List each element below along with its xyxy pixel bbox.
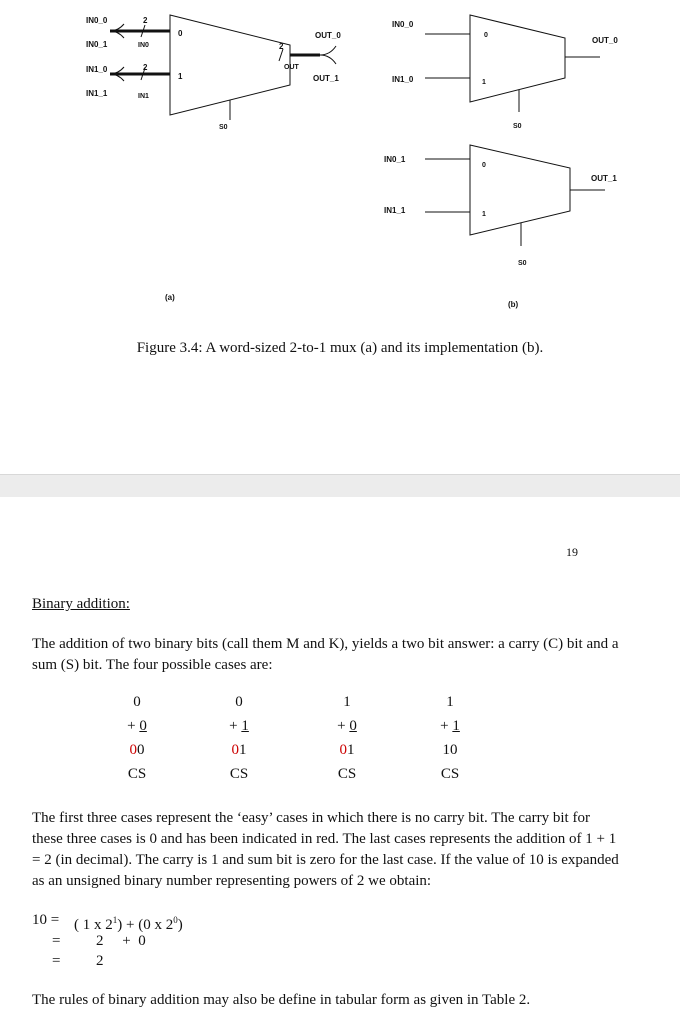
sum-bit: 0 (137, 742, 145, 758)
section-heading: Binary addition: (32, 596, 130, 612)
sum-bit: 0 (450, 742, 458, 758)
explain-line-2: these three cases is 0 and has been indicated in red. The last cases represents the addition of 1 + 1 (32, 831, 617, 847)
mux-b-top-select-label: S0 (513, 123, 522, 130)
mux-b-bottom-in1-label: IN1_1 (384, 206, 406, 215)
addition-case-2 (209, 690, 269, 786)
case-result (420, 738, 480, 762)
mux-a-width-in0: 2 (143, 16, 148, 25)
explain-line-3: = 2 (in decimal). The carry is 1 and sum bit is zero for the last case. If the value of 10 is expanded (32, 852, 619, 868)
page-separator (0, 474, 680, 498)
mux-a-bus-in1-label: IN1 (138, 93, 149, 100)
mux-figure (0, 0, 680, 320)
case-label: CS (337, 766, 357, 782)
explain-line-4: as an unsigned binary number representing powers of 2 we obtain: (32, 873, 432, 889)
intro-line-2: sum (S) bit. The four possible cases are: (32, 657, 273, 673)
mux-a-out1-label: OUT_1 (313, 74, 339, 83)
addition-case-3 (317, 690, 377, 786)
mux-b-bottom (425, 145, 605, 246)
carry-bit: 1 (442, 742, 450, 758)
equation-equals-3: = (52, 953, 61, 969)
carry-bit: 0 (129, 742, 137, 758)
figure-caption: Figure 3.4: A word-sized 2-to-1 mux (a) and its implementation (b). (136, 340, 544, 356)
case-label: CS (229, 766, 249, 782)
equation-equals-2: = (52, 933, 61, 949)
mux-b-top-in1-label: IN1_0 (392, 75, 414, 84)
mux-b-bottom-out-label: OUT_1 (591, 174, 617, 183)
mux-b-bottom-in0-label: IN0_1 (384, 155, 406, 164)
intro-line-1: The addition of two binary bits (call them M and K), yields a two bit answer: a carry (C) bit and a (32, 636, 619, 652)
equation-row-1: ( 1 x $2^1) + (0$ x $2^0$) (74, 915, 183, 933)
mux-a-out0-label: OUT_0 (315, 31, 341, 40)
mux-b-bottom-port0: 0 (482, 162, 486, 169)
mux-b-top-port1: 1 (482, 79, 486, 86)
carry-bit: 0 (231, 742, 239, 758)
mux-a-width-in1: 2 (143, 63, 148, 72)
case-result (107, 738, 167, 762)
mux-a-in1-1-label: IN1_1 (86, 89, 108, 98)
sum-bit: 1 (347, 742, 355, 758)
addition-case-1 (107, 690, 167, 786)
mux-a-in0-0-label: IN0_0 (86, 16, 108, 25)
sum-bit: 1 (239, 742, 247, 758)
mux-a-width-out: 2 (279, 42, 284, 51)
case-addend: + 0 (337, 718, 357, 734)
addition-case-4 (420, 690, 480, 786)
closing-paragraph: The rules of binary addition may also be define in tabular form as given in Table 2. (32, 992, 531, 1008)
explain-line-1: The first three cases represent the ‘easy’ cases in which there is no carry bit. The carry bit for (32, 810, 590, 826)
mux-b-caption-label: (b) (508, 300, 519, 309)
mux-a-port1: 1 (178, 72, 183, 81)
document-page-top (0, 0, 680, 474)
case-top: 0 (235, 694, 243, 710)
case-top: 1 (446, 694, 454, 710)
mux-b-top-out-label: OUT_0 (592, 36, 618, 45)
case-label: CS (127, 766, 147, 782)
page-number: 19 (566, 545, 578, 559)
carry-bit: 0 (339, 742, 347, 758)
mux-a-bus-in0-label: IN0 (138, 42, 149, 49)
mux-b-top-in0-label: IN0_0 (392, 20, 414, 29)
mux-a-select-label: S0 (219, 124, 228, 131)
equation-row-2: 2 + 0 (96, 933, 146, 949)
mux-b-top (425, 15, 600, 112)
case-top: 0 (133, 694, 141, 710)
mux-b-bottom-port1: 1 (482, 211, 486, 218)
case-result (209, 738, 269, 762)
mux-a-in1-0-label: IN1_0 (86, 65, 108, 74)
case-result (317, 738, 377, 762)
mux-a-caption-label: (a) (165, 293, 175, 302)
case-addend: + 0 (127, 718, 147, 734)
case-top: 1 (343, 694, 351, 710)
equation-lhs: 10 = (32, 912, 60, 928)
mux-b-bottom-select-label: S0 (518, 260, 527, 267)
mux-b-top-port0: 0 (484, 32, 488, 39)
mux-a-port0: 0 (178, 29, 183, 38)
mux-a-bus-out-label: OUT (284, 64, 299, 71)
case-addend: + 1 (440, 718, 460, 734)
case-addend: + 1 (229, 718, 249, 734)
mux-a-in0-1-label: IN0_1 (86, 40, 108, 49)
case-label: CS (440, 766, 460, 782)
equation-row-3: 2 (96, 953, 104, 969)
